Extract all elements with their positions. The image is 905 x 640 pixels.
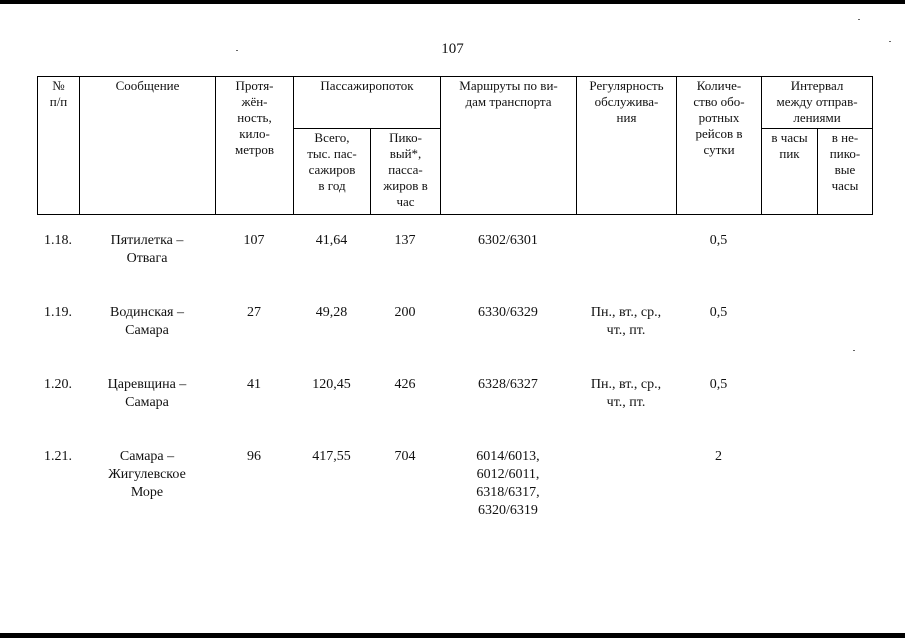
text-line: пасса- bbox=[388, 162, 423, 177]
table-body bbox=[37, 232, 872, 520]
table-row bbox=[37, 448, 872, 520]
text-line: вые bbox=[834, 162, 856, 177]
top-rule bbox=[0, 0, 905, 4]
text-line: жён- bbox=[241, 94, 268, 109]
row-length: 41 bbox=[247, 377, 261, 392]
text-line: ротных bbox=[698, 110, 740, 125]
text-line: обслужива- bbox=[594, 94, 659, 109]
row-interval-peak bbox=[761, 448, 817, 520]
bottom-rule bbox=[0, 633, 905, 638]
header-total bbox=[294, 129, 371, 215]
text-line: чт., пт. bbox=[606, 323, 646, 338]
text-line: 6302/6301 bbox=[478, 233, 538, 248]
row-regularity bbox=[576, 376, 676, 448]
row-interval-peak bbox=[761, 304, 817, 376]
row-peak: 200 bbox=[394, 305, 416, 320]
row-peak: 704 bbox=[394, 449, 416, 464]
header-regularity bbox=[577, 77, 677, 215]
text-line: в не- bbox=[831, 130, 859, 145]
text-line: между отправ- bbox=[776, 94, 858, 109]
text-line: Самара bbox=[125, 323, 169, 338]
row-peak: 137 bbox=[394, 233, 416, 248]
text-line: 6320/6319 bbox=[478, 503, 538, 518]
text-line: Маршруты по ви- bbox=[459, 78, 558, 93]
text-line: дам транспорта bbox=[465, 94, 552, 109]
text-line: ность, bbox=[237, 110, 272, 125]
row-num: 1.18. bbox=[44, 233, 72, 248]
text-line: тыс. пас- bbox=[307, 146, 357, 161]
header-message bbox=[80, 77, 216, 215]
row-trips: 0,5 bbox=[709, 377, 728, 392]
text-line: сутки bbox=[703, 142, 735, 157]
row-routes bbox=[440, 448, 576, 520]
row-length: 107 bbox=[243, 233, 265, 248]
text-line: чт., пт. bbox=[606, 395, 646, 410]
text-line: Пн., вт., ср., bbox=[590, 377, 662, 392]
text-line: Царевщина – bbox=[107, 377, 187, 392]
row-num: 1.21. bbox=[44, 449, 72, 464]
text-line: Регулярность bbox=[589, 78, 664, 93]
row-interval-offpeak bbox=[817, 304, 872, 376]
row-routes bbox=[440, 304, 576, 376]
row-num: 1.19. bbox=[44, 305, 72, 320]
text-line: № bbox=[52, 78, 65, 93]
row-regularity bbox=[576, 232, 676, 304]
scan-speck bbox=[889, 41, 891, 42]
row-message bbox=[79, 376, 215, 448]
text-line: Самара bbox=[125, 395, 169, 410]
row-regularity bbox=[576, 304, 676, 376]
text-line: 6012/6011, bbox=[476, 467, 540, 482]
row-peak: 426 bbox=[394, 377, 416, 392]
row-length: 96 bbox=[247, 449, 261, 464]
text-line: 6014/6013, bbox=[476, 449, 540, 464]
row-trips: 0,5 bbox=[709, 305, 728, 320]
header-length bbox=[216, 77, 294, 215]
row-interval-offpeak bbox=[817, 376, 872, 448]
table-row bbox=[37, 376, 872, 448]
row-total: 120,45 bbox=[312, 377, 351, 392]
row-total: 417,55 bbox=[312, 449, 351, 464]
text-line: 6328/6327 bbox=[478, 377, 538, 392]
text-line: лениями bbox=[793, 110, 841, 125]
text-line: часы bbox=[831, 178, 859, 193]
page-number: 107 bbox=[441, 41, 464, 57]
header-peak bbox=[371, 129, 441, 215]
text-line: час bbox=[396, 194, 415, 209]
text-line: Всего, bbox=[314, 130, 350, 145]
text-line: Интервал bbox=[790, 78, 844, 93]
text-line: 6330/6329 bbox=[478, 305, 538, 320]
text-line: Количе- bbox=[696, 78, 742, 93]
text-line: Жигулевское bbox=[108, 467, 186, 482]
text-line: Пико- bbox=[389, 130, 422, 145]
text-line: 6318/6317, bbox=[476, 485, 540, 500]
row-routes bbox=[440, 232, 576, 304]
text-line: Отвага bbox=[126, 251, 168, 266]
header-trips bbox=[677, 77, 762, 215]
table-row bbox=[37, 232, 872, 304]
text-line: в часы bbox=[771, 130, 808, 145]
text-line: Сообщение bbox=[115, 78, 180, 93]
text-line: п/п bbox=[49, 94, 68, 109]
table-header bbox=[37, 76, 873, 215]
row-total: 41,64 bbox=[315, 233, 348, 248]
row-num: 1.20. bbox=[44, 377, 72, 392]
text-line: Самара – bbox=[119, 449, 175, 464]
text-line: жиров в bbox=[383, 178, 428, 193]
text-line: пик bbox=[779, 146, 800, 161]
text-line: ство обо- bbox=[693, 94, 745, 109]
text-line: в год bbox=[318, 178, 346, 193]
row-message bbox=[79, 304, 215, 376]
text-line: рейсов в bbox=[695, 126, 743, 141]
row-interval-peak bbox=[761, 232, 817, 304]
scan-speck bbox=[236, 50, 238, 51]
row-interval-offpeak bbox=[817, 448, 872, 520]
text-line: вый*, bbox=[389, 146, 422, 161]
row-total: 49,28 bbox=[315, 305, 348, 320]
text-line: кило- bbox=[239, 126, 270, 141]
text-line: сажиров bbox=[308, 162, 356, 177]
header-interval-peak bbox=[762, 129, 818, 215]
row-trips: 2 bbox=[715, 449, 722, 464]
row-trips: 0,5 bbox=[709, 233, 728, 248]
header-num bbox=[38, 77, 80, 215]
text-line: Протя- bbox=[235, 78, 274, 93]
text-line: Пассажиропоток bbox=[320, 78, 414, 93]
table-row bbox=[37, 304, 872, 376]
header-routes bbox=[441, 77, 577, 215]
row-message bbox=[79, 232, 215, 304]
text-line: Море bbox=[130, 485, 164, 500]
scan-speck bbox=[858, 19, 860, 20]
row-routes bbox=[440, 376, 576, 448]
text-line: Пятилетка – bbox=[110, 233, 184, 248]
header-passenger-flow bbox=[294, 77, 441, 129]
row-message bbox=[79, 448, 215, 520]
text-line: ния bbox=[616, 110, 637, 125]
row-regularity bbox=[576, 448, 676, 520]
text-line: пико- bbox=[829, 146, 861, 161]
row-interval-offpeak bbox=[817, 232, 872, 304]
text-line: Водинская – bbox=[110, 305, 184, 320]
header-interval bbox=[762, 77, 873, 129]
text-line: Пн., вт., ср., bbox=[590, 305, 662, 320]
header-interval-offpeak bbox=[818, 129, 873, 215]
row-length: 27 bbox=[247, 305, 261, 320]
row-interval-peak bbox=[761, 376, 817, 448]
text-line: метров bbox=[235, 142, 274, 157]
